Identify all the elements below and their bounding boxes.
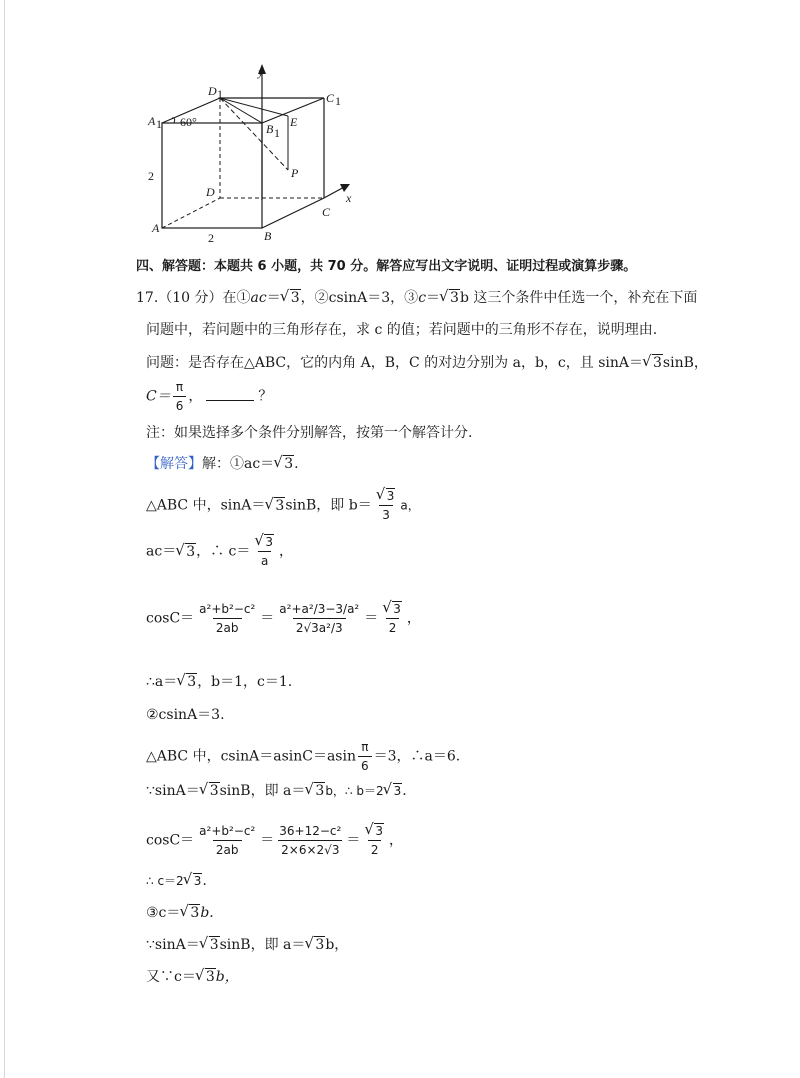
label-B1: B [266, 122, 274, 136]
page-edge [4, 0, 5, 1078]
solution-line-11: ③c＝√ 3b. [146, 904, 214, 922]
label-x: x [346, 191, 352, 205]
solution-line-3: ac＝√ 3，∴ c＝ √ $\frac{3}{a}$ ， [146, 533, 293, 570]
solution-line-9: cosC＝ $\frac{\text{a²+b²−c²}}{2ab}$ ＝ $\frac{\text{36+12−c²}}{2\times 6\times 2√3}$ ＝ √ $\frac{3}{2}$ ， [146, 822, 403, 859]
label-B1-sub: 1 [274, 126, 280, 140]
solution-line-7: △ABC 中，csinA＝asinC＝asin $\frac{\pi}{6}$ ＝3，∴a＝6. [146, 740, 461, 773]
label-A: A [152, 221, 160, 235]
problem-line-2: 问题中，若问题中的三角形存在，求 c 的值；若问题中的三角形不存在，说明理由. [146, 322, 658, 338]
label-A1: A [148, 114, 156, 128]
label-A1-sub: 1 [156, 117, 162, 131]
label-angle: 60° [180, 115, 197, 129]
solution-line-4: cosC＝ $\frac{\text{a²+b²−c²}}{2ab}$ ＝ $\frac{\text{a²+a²/3−3/a²}}{\text{2√3a²/3}}$ ＝ √ $\frac{3}{2}$ ， [146, 600, 421, 637]
solution-line-5: ∴a＝√ 3，b＝1，c＝1. [146, 673, 292, 691]
solution-line-13: 又∵c＝√ 3b， [146, 968, 239, 986]
solution-line-8: ∵sinA＝√ 3sinB，即 a＝√ 3b，∴ b＝2√ 3. [146, 782, 407, 800]
solution-tag: 【解答】 [146, 456, 202, 472]
solution-line-1: 【解答】解：①ac＝√ 3. [146, 455, 299, 473]
cube-diagram [140, 60, 370, 250]
label-C: C [322, 205, 331, 219]
solution-line-2: △ABC 中，sinA＝√ 3sinB，即 b＝ √ $\frac{3}{3}$ a， [146, 487, 420, 524]
cube-figure [140, 60, 370, 250]
label-C1-sub: 1 [335, 94, 341, 108]
label-side-vertical: 2 [148, 169, 154, 183]
label-D: D [206, 185, 215, 199]
problem-line-4: C＝ $\frac{\pi}{6}$ ， ？ [146, 380, 273, 413]
solution-line-10: ∴ c＝2√ 3. [146, 872, 207, 890]
label-D1-sub: 1 [217, 87, 223, 101]
label-D1: D [208, 84, 217, 98]
label-y: y [258, 65, 264, 79]
label-B: B [264, 229, 272, 243]
problem-line-1: 17.（10 分）在①ac＝√ 3，②csinA＝3，③c＝√ 3b 这三个条件中任选一个，补充在下面 [136, 289, 697, 307]
problem-line-3: 问题：是否存在△ABC，它的内角 A，B，C 的对边分别为 a，b，c，且 sinA＝√ 3sinB， [146, 354, 708, 372]
label-P: P [291, 166, 299, 180]
solution-line-6: ②csinA＝3. [146, 707, 225, 723]
label-C1: C [326, 91, 335, 105]
answer-blank [206, 400, 254, 401]
problem-note: 注：如果选择多个条件分别解答，按第一个解答计分. [146, 425, 473, 441]
label-E: E [290, 115, 298, 129]
label-side-bottom: 2 [208, 231, 214, 245]
section-heading: 四、解答题：本题共 6 小题，共 70 分。解答应写出文字说明、证明过程或演算步骤。 [136, 259, 637, 274]
solution-line-12: ∵sinA＝√ 3sinB，即 a＝√ 3b， [146, 936, 348, 954]
